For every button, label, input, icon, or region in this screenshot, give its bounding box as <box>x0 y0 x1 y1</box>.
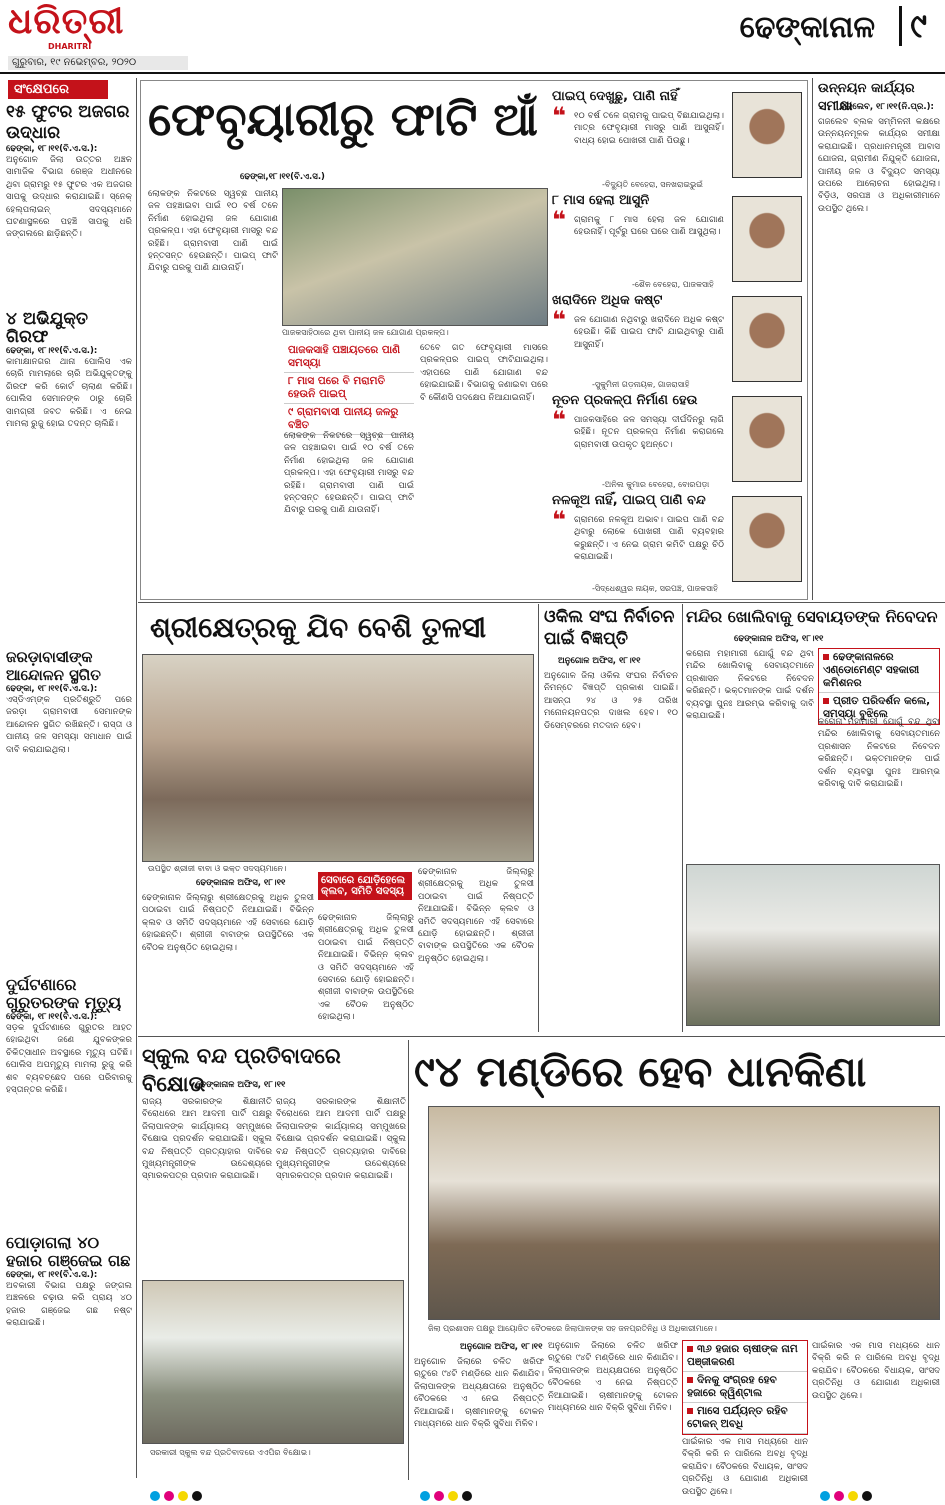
paddy-headline: ୯୪ ମଣ୍ଡିରେ ହେବ ଧାନକିଣା <box>414 1047 867 1096</box>
brief-item <box>6 1234 132 1464</box>
subpoint <box>819 649 939 693</box>
brief-dateline: ଢେଙ୍କା, ୧୮।୧୧(ବି.ଏ.ସ.): <box>6 684 98 694</box>
brief-body: ଅବକାରୀ ବିଭାଗ ପକ୍ଷରୁ ଜଙ୍ଗଲ ଅଞ୍ଚଳରେ ଚଢ଼ାଉ କରି ପ୍ରାୟ ୪୦ ହଜାର ଗଞ୍ଜେଇ ଗଛ ନଷ୍ଟ କରାଯାଇଛି। <box>6 1281 132 1329</box>
brief-dateline: ଢେଙ୍କା, ୧୮।୧୧(ବି.ଏ.ସ.): <box>6 346 98 356</box>
paddy-photo <box>428 1106 940 1320</box>
top-story-photo <box>282 188 548 326</box>
brief-head: ପୋଡ଼ାଗଲା ୪୦ ହଜାର ଗଞ୍ଜେଇ ଗଛ <box>6 1233 131 1270</box>
cyan-dot-icon <box>150 1491 160 1501</box>
quote-box <box>552 492 804 596</box>
temple-dateline: ଢେଙ୍କାନାଳ ଅଫିସ, ୧୮।୧୧ <box>734 634 824 644</box>
brief-dateline: ଢେଙ୍କା, ୧୮।୧୧(ବି.ଏ.ସ.): <box>6 144 98 154</box>
subpoint-text: ଦିନକୁ ସଂଗ୍ରହ ହେବ ହଜାରେ କ୍ୱିଣ୍ଟାଲ <box>687 1374 777 1399</box>
subpoint: ୮ ମାସ ପରେ ବି ମରାମତି ହେଉନି ପାଇପ୍ <box>284 373 414 404</box>
brief-head: ଜରଡ଼ାବାସୀଙ୍କ ଆନ୍ଦୋଳନ ସ୍ଥଗିତ <box>6 648 101 684</box>
subpoint <box>683 1341 807 1372</box>
brief-body: ସଡ଼କ ଦୁର୍ଘଟଣାରେ ଗୁରୁତର ଆହତ ହୋଇଥିବା ଜଣେ ଯୁବକଙ୍କର ଚିକିତ୍ସାଧୀନ ଅବସ୍ଥାରେ ମୃତ୍ୟୁ ଘଟିଛି। ପୋଲିସ ଅପମୃତ୍ୟୁ ମାମଲା ରୁଜୁ କରି ଶବ ବ୍ୟବଚ୍ଛେଦ ପରେ ପରିବାରକୁ ହସ୍ତାନ୍ତର କରିଛି। <box>6 1023 132 1096</box>
quote-byline: -ଶୈଳ ବେହେରା, ପାଜକସାହି <box>632 280 714 289</box>
lawyers-dateline: ଅନୁଗୋଳ ଅଫିସ, ୧୮।୧୧ <box>558 656 641 666</box>
school-headline: ସ୍କୁଲ ବନ୍ଦ ପ୍ରତିବାଦରେ ବିକ୍ଷୋଭ <box>142 1044 341 1096</box>
logo-text: ଧରିତ୍ରୀ <box>8 1 125 42</box>
quote-icon: ❝ <box>552 406 567 434</box>
subpoint-text: ଢେଙ୍କାନାଳରେ ଏଣ୍ଡୋମେଣ୍ଟ ସହକାରୀ କମିଶନର <box>823 651 920 689</box>
bullet-icon <box>823 654 829 660</box>
paddy-body-col2: ଅନୁଗୋଳ ଜିଲାରେ ଚଳିତ ଖରିଫ ଋତୁରେ ୯୪ଟି ମଣ୍ଡିରେ ଧାନ କିଣାଯିବ। ଜିଲାପାଳଙ୍କ ଅଧ୍ୟକ୍ଷତାରେ ଅନୁଷ୍ଠିତ ବୈଠକରେ ଏ ନେଇ ନିଷ୍ପତ୍ତି ନିଆଯାଇଛି। ଚାଷୀମାନଙ୍କୁ ଟୋକନ ମାଧ୍ୟମରେ ଧାନ ବିକ୍ରି ସୁବିଧା ମିଳିବ। <box>548 1341 678 1414</box>
brief-head: ୪ ଅଭିଯୁକ୍ତ ଗିରଫ <box>6 309 89 347</box>
magenta-dot-icon <box>834 1491 844 1501</box>
column-divider <box>408 1040 409 1480</box>
bullet-icon <box>687 1346 693 1352</box>
quote-icon: ❝ <box>552 206 567 234</box>
top-story-body-col1: ଲୋକଙ୍କ ନିକଟରେ ସ୍ୱଚ୍ଛ ପାନୀୟ ଜଳ ପହଞ୍ଚାଇବା ପାଇଁ ୧୦ ବର୍ଷ ତଳେ ନିର୍ମାଣ ହୋଇଥିଲା ଜଳ ଯୋଗାଣ ପ୍ରକଳ୍ପ। ଏହା ଫେବୃୟାରୀ ମାସରୁ ବନ୍ଦ ରହିଛି। ଗ୍ରାମବାସୀ ପାଣି ପାଇଁ ହନ୍ତସନ୍ତ ହେଉଛନ୍ତି। ପାଇପ୍ ଫାଟି ଯିବାରୁ ଘରକୁ ପାଣି ଯାଉନାହିଁ। <box>148 189 278 274</box>
quote-box <box>552 392 804 492</box>
quote-text: ଗ୍ରାମରେ ନଳକୂଅ ଅଭାବ। ପାଇପ ପାଣି ବନ୍ଦ ଥିବାରୁ ଲୋକେ ପୋଖରୀ ପାଣି ବ୍ୟବହାର କରୁଛନ୍ତି। ଏ ନେଇ ଗ୍ରାମ କମିଟି ପକ୍ଷରୁ ଚିଠି କରାଯାଇଛି। <box>574 515 724 563</box>
brief-dateline: ଢେଙ୍କା, ୧୮।୧୧(ବି.ଏ.ସ.): <box>6 1270 98 1280</box>
review-dateline: ଗଜଲେବ, ୧୮।୧୧(ନି.ପ୍ର.): <box>840 102 934 112</box>
print-color-bar <box>150 1486 206 1505</box>
subpoint: ପାଜକସାହି ପଞ୍ଚାୟତରେ ପାଣି ସମସ୍ୟା <box>284 342 414 373</box>
brief-body: କାମାକ୍ଷାନଗର ଥାନା ପୋଲିସ ଏକ ଚୋରି ମାମଲାରେ ଚାରି ଅଭିଯୁକ୍ତଙ୍କୁ ଗିରଫ କରି କୋର୍ଟ ଚାଲାଣ କରିଛି। ପୋଲିସ ସେମାନଙ୍କ ଠାରୁ ଚୋରି ସାମଗ୍ରୀ ଜବତ କରିଛି। ଏ ନେଇ ମାମଲା ରୁଜୁ ହୋଇ ତଦନ୍ତ ଚାଲିଛି। <box>6 357 132 430</box>
quote-byline: -ସୁକୁମିନୀ ଗଡ଼ନାୟକ, ଗାଜରାସାହି <box>592 380 690 389</box>
portrait-photo <box>732 92 802 178</box>
brief-item <box>6 310 132 640</box>
portrait-photo <box>732 296 802 382</box>
quote-text: ୧୦ ବର୍ଷ ତଳେ ଗ୍ରାମକୁ ପାଇପ୍ ବିଛାଯାଇଥିଲା। ମାତ୍ର ଫେବୃୟାରୀ ମାସରୁ ପାଣି ଆସୁନାହିଁ। ବାଧ୍ୟ ହୋଇ ପୋଖରୀ ପାଣି ପିଉଛୁ। <box>574 111 724 146</box>
subpoint-text: ମାସେ ପର୍ଯ୍ୟନ୍ତ ରହିବ ଟୋକନ୍ ଅବଧି <box>687 1405 788 1430</box>
print-color-bar <box>820 1486 876 1505</box>
brief-item <box>6 976 132 1226</box>
section-name: ଢେଙ୍କାନାଳ <box>739 10 875 45</box>
paddy-dateline: ଅନୁଗୋଳ ଅଫିସ, ୧୮।୧୧ <box>460 1342 543 1352</box>
top-story-photo-caption: ପାଜକସାହିଠାରେ ଥିବା ପାନୀୟ ଜଳ ଯୋଗାଣ ପ୍ରକଳ୍ପ। <box>282 328 449 337</box>
page-number: ୯ <box>899 6 927 46</box>
black-dot-icon <box>862 1491 872 1501</box>
row-rule <box>138 602 945 603</box>
school-body-col1: ରାଜ୍ୟ ସରକାରଙ୍କ ଶିକ୍ଷାନୀତି ବିରୋଧରେ ଆମ ଆଦମୀ ପାର୍ଟି ପକ୍ଷରୁ ଜିଲାପାଳଙ୍କ କାର୍ଯ୍ୟାଳୟ ସମ୍ମୁଖରେ ବିକ୍ଷୋଭ ପ୍ରଦର୍ଶନ କରାଯାଇଛି। ସ୍କୁଲ ବନ୍ଦ ନିଷ୍ପତ୍ତି ପ୍ରତ୍ୟାହାର ଦାବିରେ ମୁଖ୍ୟମନ୍ତ୍ରୀଙ୍କ ଉଦ୍ଦେଶ୍ୟରେ ସ୍ମାରକପତ୍ର ପ୍ରଦାନ କରାଯାଇଛି। <box>142 1097 272 1182</box>
brief-dateline: ଢେଙ୍କା, ୧୮।୧୧(ବି.ଏ.ସ.): <box>6 1012 98 1022</box>
magenta-dot-icon <box>434 1491 444 1501</box>
column-divider <box>538 604 539 1032</box>
temple-photo <box>686 864 940 1026</box>
subpoint-text: ୩୬ ହଜାର ଚାଷୀଙ୍କ ନାମ ପଞ୍ଜୀକରଣ <box>687 1343 798 1368</box>
masthead-logo <box>8 2 158 54</box>
subpoint <box>683 1372 807 1403</box>
brief-item <box>6 102 132 302</box>
quotes-column <box>552 88 804 598</box>
cyan-dot-icon <box>820 1491 830 1501</box>
quote-box <box>552 292 804 392</box>
quote-icon: ❝ <box>552 306 567 334</box>
print-color-bar <box>420 1486 476 1505</box>
portrait-photo <box>732 196 802 282</box>
top-story-headline: ଫେବୃୟାରୀରୁ ଫାଟି ଆଁ <box>148 92 538 146</box>
quote-text: ଗ୍ରାମକୁ ୮ ମାସ ହେଲା ଜଳ ଯୋଗାଣ ହେଉନାହିଁ। ପୂର୍ବରୁ ଘରେ ଘରେ ପାଣି ଆସୁଥିଲା। <box>574 215 724 238</box>
portrait-photo <box>732 396 802 482</box>
row-rule <box>138 1036 945 1037</box>
top-story-body-col2: ଲୋକଙ୍କ ନିକଟରେ ସ୍ୱଚ୍ଛ ପାନୀୟ ଜଳ ପହଞ୍ଚାଇବା ପାଇଁ ୧୦ ବର୍ଷ ତଳେ ନିର୍ମାଣ ହୋଇଥିଲା ଜଳ ଯୋଗାଣ ପ୍ରକଳ୍ପ। ଏହା ଫେବୃୟାରୀ ମାସରୁ ବନ୍ଦ ରହିଛି। ଗ୍ରାମବାସୀ ପାଣି ପାଇଁ ହନ୍ତସନ୍ତ ହେଉଛନ୍ତି। ପାଇପ୍ ଫାଟି ଯିବାରୁ ଘରକୁ ପାଣି ଯାଉନାହିଁ। <box>284 431 414 516</box>
magenta-dot-icon <box>164 1491 174 1501</box>
quote-byline: -ସିଦ୍ଧେଶ୍ୱର ନାୟକ, ସରପଞ୍ଚ, ପାଜକସାହି <box>592 584 718 593</box>
subpoint: ୯ ଗ୍ରାମବାସୀ ପାନୀୟ ଜଳରୁ ବଞ୍ଚିତ <box>284 404 414 435</box>
quote-head: ଖରାଦିନେ ଅଧିକ କଷ୍ଟ <box>552 293 663 308</box>
school-dateline: ଢେଙ୍କାନାଳ ଅଫିସ, ୧୮।୧୧ <box>196 1080 286 1090</box>
quote-head: ୮ ମାସ ହେଲା ଆସୁନି <box>552 193 650 208</box>
paddy-subpoints <box>682 1340 808 1435</box>
school-photo <box>142 1280 404 1444</box>
paddy-body-col1: ଅନୁଗୋଳ ଜିଲାରେ ଚଳିତ ଖରିଫ ଋତୁରେ ୯୪ଟି ମଣ୍ଡିରେ ଧାନ କିଣାଯିବ। ଜିଲାପାଳଙ୍କ ଅଧ୍ୟକ୍ଷତାରେ ଅନୁଷ୍ଠିତ ବୈଠକରେ ଏ ନେଇ ନିଷ୍ପତ୍ତି ନିଆଯାଇଛି। ଚାଷୀମାନଙ୍କୁ ଟୋକନ ମାଧ୍ୟମରେ ଧାନ ବିକ୍ରି ସୁବିଧା ମିଳିବ। <box>414 1357 544 1430</box>
black-dot-icon <box>192 1491 202 1501</box>
bullet-icon <box>687 1377 693 1383</box>
bullet-icon <box>687 1408 693 1414</box>
column-divider <box>136 78 137 1478</box>
school-body-col2: ରାଜ୍ୟ ସରକାରଙ୍କ ଶିକ୍ଷାନୀତି ବିରୋଧରେ ଆମ ଆଦମୀ ପାର୍ଟି ପକ୍ଷରୁ ଜିଲାପାଳଙ୍କ କାର୍ଯ୍ୟାଳୟ ସମ୍ମୁଖରେ ବିକ୍ଷୋଭ ପ୍ରଦର୍ଶନ କରାଯାଇଛି। ସ୍କୁଲ ବନ୍ଦ ନିଷ୍ପତ୍ତି ପ୍ରତ୍ୟାହାର ଦାବିରେ ମୁଖ୍ୟମନ୍ତ୍ରୀଙ୍କ ଉଦ୍ଦେଶ୍ୟରେ ସ୍ମାରକପତ୍ର ପ୍ରଦାନ କରାଯାଇଛି। <box>276 1097 406 1182</box>
tulsi-body-col1: ଢେଙ୍କାନାଳ ଜିଲ୍ଲାରୁ ଶ୍ରୀକ୍ଷେତ୍ରକୁ ଅଧିକ ତୁଳସୀ ପଠାଇବା ପାଇଁ ନିଷ୍ପତ୍ତି ନିଆଯାଇଛି। ବିଭିନ୍ନ କ୍ଲବ ଓ ସମିତି ସଦସ୍ୟମାନେ ଏହି ସେବାରେ ଯୋଡ଼ି ହୋଇଛନ୍ତି। ଶ୍ରୀଜୀ ବାବାଙ୍କ ଉପସ୍ଥିତିରେ ଏକ ବୈଠକ ଅନୁଷ୍ଠିତ ହୋଇଥିଲା। <box>142 893 314 953</box>
quote-byline: -ବିଦ୍ୟୁତି ବେହେରା, ସନଖରାଇଭୁଇଁ <box>602 180 703 189</box>
review-head: ଉନ୍ନୟନ କାର୍ଯ୍ୟର ସମୀକ୍ଷା <box>818 81 915 114</box>
tulsi-box: ସେବାରେ ଯୋଡ଼ିହେଲେ କ୍ଲବ, ସମିତି ସଦସ୍ୟ <box>318 872 412 900</box>
tulsi-body-col2: ଢେଙ୍କାନାଳ ଜିଲ୍ଲାରୁ ଶ୍ରୀକ୍ଷେତ୍ରକୁ ଅଧିକ ତୁଳସୀ ପଠାଇବା ପାଇଁ ନିଷ୍ପତ୍ତି ନିଆଯାଇଛି। ବିଭିନ୍ନ କ୍ଲବ ଓ ସମିତି ସଦସ୍ୟମାନେ ଏହି ସେବାରେ ଯୋଡ଼ି ହୋଇଛନ୍ତି। ଶ୍ରୀଜୀ ବାବାଙ୍କ ଉପସ୍ଥିତିରେ ଏକ ବୈଠକ ଅନୁଷ୍ଠିତ ହୋଇଥିଲା। <box>318 913 414 1023</box>
brief-body: ଏସ୍‌ଡିଏମ୍‌ଙ୍କ ପ୍ରତିଶ୍ରୁତି ପରେ ଜରଡ଼ା ଗ୍ରାମବାସୀ ସେମାନଙ୍କ ଆନ୍ଦୋଳନ ସ୍ଥଗିତ ରଖିଛନ୍ତି। ରାସ୍ତା ଓ ପାନୀୟ ଜଳ ସମସ୍ୟା ସମାଧାନ ପାଇଁ ଦାବି କରାଯାଇଥିଲା। <box>6 695 132 755</box>
quote-box <box>552 88 804 192</box>
temple-headline: ମନ୍ଦିର ଖୋଲିବାକୁ ସେବାୟତଙ୍କ ନିବେଦନ <box>686 607 938 626</box>
top-story-dateline: ଢେଙ୍କା,୧୮।୧୧(ବି.ଏ.ସ.) <box>240 172 325 182</box>
brief-head: ଦୁର୍ଘଟଣାରେ ଗୁରୁତରଙ୍କ ମୃତ୍ୟୁ <box>6 975 122 1012</box>
school-caption: ସରକାରୀ ସ୍କୁଲ ବନ୍ଦ ପ୍ରତିବାଦରେ ଏଏପିର ବିକ୍ଷୋଭ। <box>150 1448 311 1457</box>
temple-body-col2: କରୋନା ମହାମାରୀ ଯୋଗୁଁ ବନ୍ଦ ଥିବା ମନ୍ଦିର ଖୋଲିବାକୁ ସେବାୟତମାନେ ପ୍ରଶାସନ ନିକଟରେ ନିବେଦନ କରିଛନ୍ତି। ଭକ୍ତମାନଙ୍କ ପାଇଁ ଦର୍ଶନ ବ୍ୟବସ୍ଥା ପୁନଃ ଆରମ୍ଭ କରିବାକୁ ଦାବି କରାଯାଇଛି। <box>818 717 940 790</box>
quote-head: ନୂତନ ପ୍ରକଳ୍ପ ନିର୍ମାଣ ହେଉ <box>552 393 698 408</box>
brief-label: ସଂକ୍ଷେପରେ <box>8 80 108 99</box>
temple-body-col1: କରୋନା ମହାମାରୀ ଯୋଗୁଁ ବନ୍ଦ ଥିବା ମନ୍ଦିର ଖୋଲିବାକୁ ସେବାୟତମାନେ ପ୍ରଶାସନ ନିକଟରେ ନିବେଦନ କରିଛନ୍ତି। ଭକ୍ତମାନଙ୍କ ପାଇଁ ଦର୍ଶନ ବ୍ୟବସ୍ଥା ପୁନଃ ଆରମ୍ଭ କରିବାକୁ ଦାବି କରାଯାଇଛି। <box>686 649 814 722</box>
lawyers-body: ଅନୁଗୋଳ ଜିଲା ଓକିଲ ସଂଘର ନିର୍ବାଚନ ନିମନ୍ତେ ବିଜ୍ଞପ୍ତି ପ୍ରକାଶ ପାଇଛି। ଆସନ୍ତା ୨୪ ଓ ୨୫ ତାରିଖ ମନୋନୟନପତ୍ର ଦାଖଲ ହେବ। ୧୦ ଡିସେମ୍ବରରେ ମତଦାନ ହେବ। <box>544 671 678 731</box>
subpoint-text: ପ୍ରୀତ ପରିଦର୍ଶନ କଲେ, ସମସ୍ୟା ବୁଝିଲେ <box>823 695 931 720</box>
tulsi-body-col3: ଢେଙ୍କାନାଳ ଜିଲ୍ଲାରୁ ଶ୍ରୀକ୍ଷେତ୍ରକୁ ଅଧିକ ତୁଳସୀ ପଠାଇବା ପାଇଁ ନିଷ୍ପତ୍ତି ନିଆଯାଇଛି। ବିଭିନ୍ନ କ୍ଲବ ଓ ସମିତି ସଦସ୍ୟମାନେ ଏହି ସେବାରେ ଯୋଡ଼ି ହୋଇଛନ୍ତି। ଶ୍ରୀଜୀ ବାବାଙ୍କ ଉପସ୍ଥିତିରେ ଏକ ବୈଠକ ଅନୁଷ୍ଠିତ ହୋଇଥିଲା। <box>418 867 534 964</box>
tulsi-dateline: ଢେଙ୍କାନାଳ ଅଫିସ, ୧୮।୧୧ <box>196 878 286 888</box>
quote-icon: ❝ <box>552 102 567 130</box>
paddy-caption: ଜିଲା ପ୍ରଶାସନ ପକ୍ଷରୁ ଆୟୋଜିତ ବୈଠକରେ ଜିଲାପାଳଙ୍କ ସହ ଜନପ୍ରତିନିଧି ଓ ଅଧିକାରୀମାନେ। <box>428 1324 717 1333</box>
black-dot-icon <box>462 1491 472 1501</box>
tulsi-headline: ଶ୍ରୀକ୍ଷେତ୍ରକୁ ଯିବ ବେଶି ତୁଳସୀ <box>150 611 487 644</box>
lawyers-headline: ଓକିଲ ସଂଘ ନିର୍ବାଚନ ପାଇଁ ବିଜ୍ଞପ୍ତି <box>544 607 675 649</box>
column-divider <box>812 78 813 600</box>
quote-box <box>552 192 804 292</box>
quote-head: ପାଇପ୍ ଦେଖୁଛୁ, ପାଣି ନାହିଁ <box>552 89 678 104</box>
top-story-body-col3: ତେବେ ଗତ ଫେବୃୟାରୀ ମାସରେ ପ୍ରକଳ୍ପର ପାଇପ୍ ଫାଟିଯାଇଥିଲା। ଏହାପରେ ପାଣି ଯୋଗାଣ ବନ୍ଦ ହୋଇଯାଇଛି। ବିଭାଗକୁ ଜଣାଇବା ପରେ ବି କୌଣସି ପଦକ୍ଷେପ ନିଆଯାଇନାହିଁ। <box>420 343 548 403</box>
quote-text: ପାଜକସାହିରେ ଜଳ ସମସ୍ୟା ଦୀର୍ଘଦିନରୁ ଲାଗି ରହିଛି। ନୂତନ ପ୍ରକଳ୍ପ ନିର୍ମାଣ କରାଗଲେ ଗ୍ରାମବାସୀ ଉପକୃତ ହୁଅନ୍ତେ। <box>574 415 724 450</box>
yellow-dot-icon <box>848 1491 858 1501</box>
masthead-rule <box>0 72 945 74</box>
portrait-photo <box>732 496 802 582</box>
column-divider <box>682 604 683 1032</box>
logo-sub: DHARITRI <box>48 42 92 51</box>
paddy-body-col3: ପାଇଁକାର ଏକ ମାସ ମଧ୍ୟରେ ଧାନ ବିକ୍ରି କରି ନ ପାରିଲେ ଅବଧି ବୃଦ୍ଧି କରାଯିବ। ବୈଠକରେ ବିଧାୟକ, ସାଂସଦ ପ୍ରତିନିଧି ଓ ଯୋଗାଣ ଅଧିକାରୀ ଉପସ୍ଥିତ ଥିଲେ। <box>682 1437 808 1497</box>
bullet-icon <box>823 698 829 704</box>
quote-text: ଜଳ ଯୋଗାଣ ନଥିବାରୁ ଖରାଦିନେ ଅଧିକ କଷ୍ଟ ହେଉଛି। କିଛି ପାଇପ ଫାଟି ଯାଇଥିବାରୁ ପାଣି ଆସୁନାହିଁ। <box>574 315 724 350</box>
tulsi-photo <box>142 654 534 862</box>
brief-head: ୧୫ ଫୁଟର ଅଜଗର ଉଦ୍ଧାର <box>6 102 130 143</box>
tulsi-caption: ଉପସ୍ଥିତ ଶ୍ରୀଜୀ ବାବା ଓ ଭକ୍ତ ସଦସ୍ୟମାନେ। <box>148 864 287 873</box>
briefs-column <box>6 102 132 1482</box>
yellow-dot-icon <box>178 1491 188 1501</box>
brief-body: ଅନୁଗୋଳ ଜିଲା ଉତ୍ତର ଅଞ୍ଚଳ ସାମାଜିକ ବିଭାଗ ରେଞ୍ଜ ଅଧୀନରେ ଥିବା ଗ୍ରାମରୁ ୧୫ ଫୁଟର ଏକ ଅଜଗର ସାପକୁ ଉଦ୍ଧାର କରାଯାଇଛି। ସ୍ନେକ୍ ହେଲ୍ପଲାଇନ୍ ସଦସ୍ୟମାନେ ଘଟଣାସ୍ଥଳରେ ପହଞ୍ଚି ସାପକୁ ଧରି ଜଙ୍ଗଲରେ ଛାଡ଼ିଛନ୍ତି। <box>6 155 132 240</box>
review-body: ଗଜଲେବ ବ୍ଲକ ସମ୍ମିଳନୀ କକ୍ଷରେ ଉନ୍ନୟନମୂଳକ କାର୍ଯ୍ୟର ସମୀକ୍ଷା କରାଯାଇଛି। ପ୍ରଧାନମନ୍ତ୍ରୀ ଆବାସ ଯୋଜନା, ଗ୍ରାମୀଣ ନିଯୁକ୍ତି ଯୋଜନା, ପାନୀୟ ଜଳ ଓ ବିଦ୍ୟୁତ ସମସ୍ୟା ଉପରେ ଆଲୋଚନା ହୋଇଥିଲା। ବିଡ଼ିଓ, ସରପଞ୍ଚ ଓ ଅଧିକାରୀମାନେ ଉପସ୍ଥିତ ଥିଲେ। <box>818 117 940 214</box>
temple-subpoints <box>818 648 940 725</box>
quote-icon: ❝ <box>552 506 567 534</box>
yellow-dot-icon <box>448 1491 458 1501</box>
quote-byline: -ଅନିଲ କୁମାର ବେହେରା, ବୋରପଡ଼ା <box>602 480 710 489</box>
cyan-dot-icon <box>420 1491 430 1501</box>
subpoint <box>683 1403 807 1434</box>
quote-head: ନଳକୂଅ ନାହିଁ, ପାଇପ୍ ପାଣି ବନ୍ଦ <box>552 493 706 508</box>
top-story-subpoints <box>284 342 414 435</box>
paddy-body-col4: ପାଇଁକାର ଏକ ମାସ ମଧ୍ୟରେ ଧାନ ବିକ୍ରି କରି ନ ପାରିଲେ ଅବଧି ବୃଦ୍ଧି କରାଯିବ। ବୈଠକରେ ବିଧାୟକ, ସାଂସଦ ପ୍ରତିନିଧି ଓ ଯୋଗାଣ ଅଧିକାରୀ ଉପସ୍ଥିତ ଥିଲେ। <box>812 1341 940 1401</box>
issue-date: ଗୁରୁବାର, ୧୯ ନଭେମ୍ବର, ୨୦୨୦ <box>8 56 188 70</box>
brief-item <box>6 648 132 968</box>
